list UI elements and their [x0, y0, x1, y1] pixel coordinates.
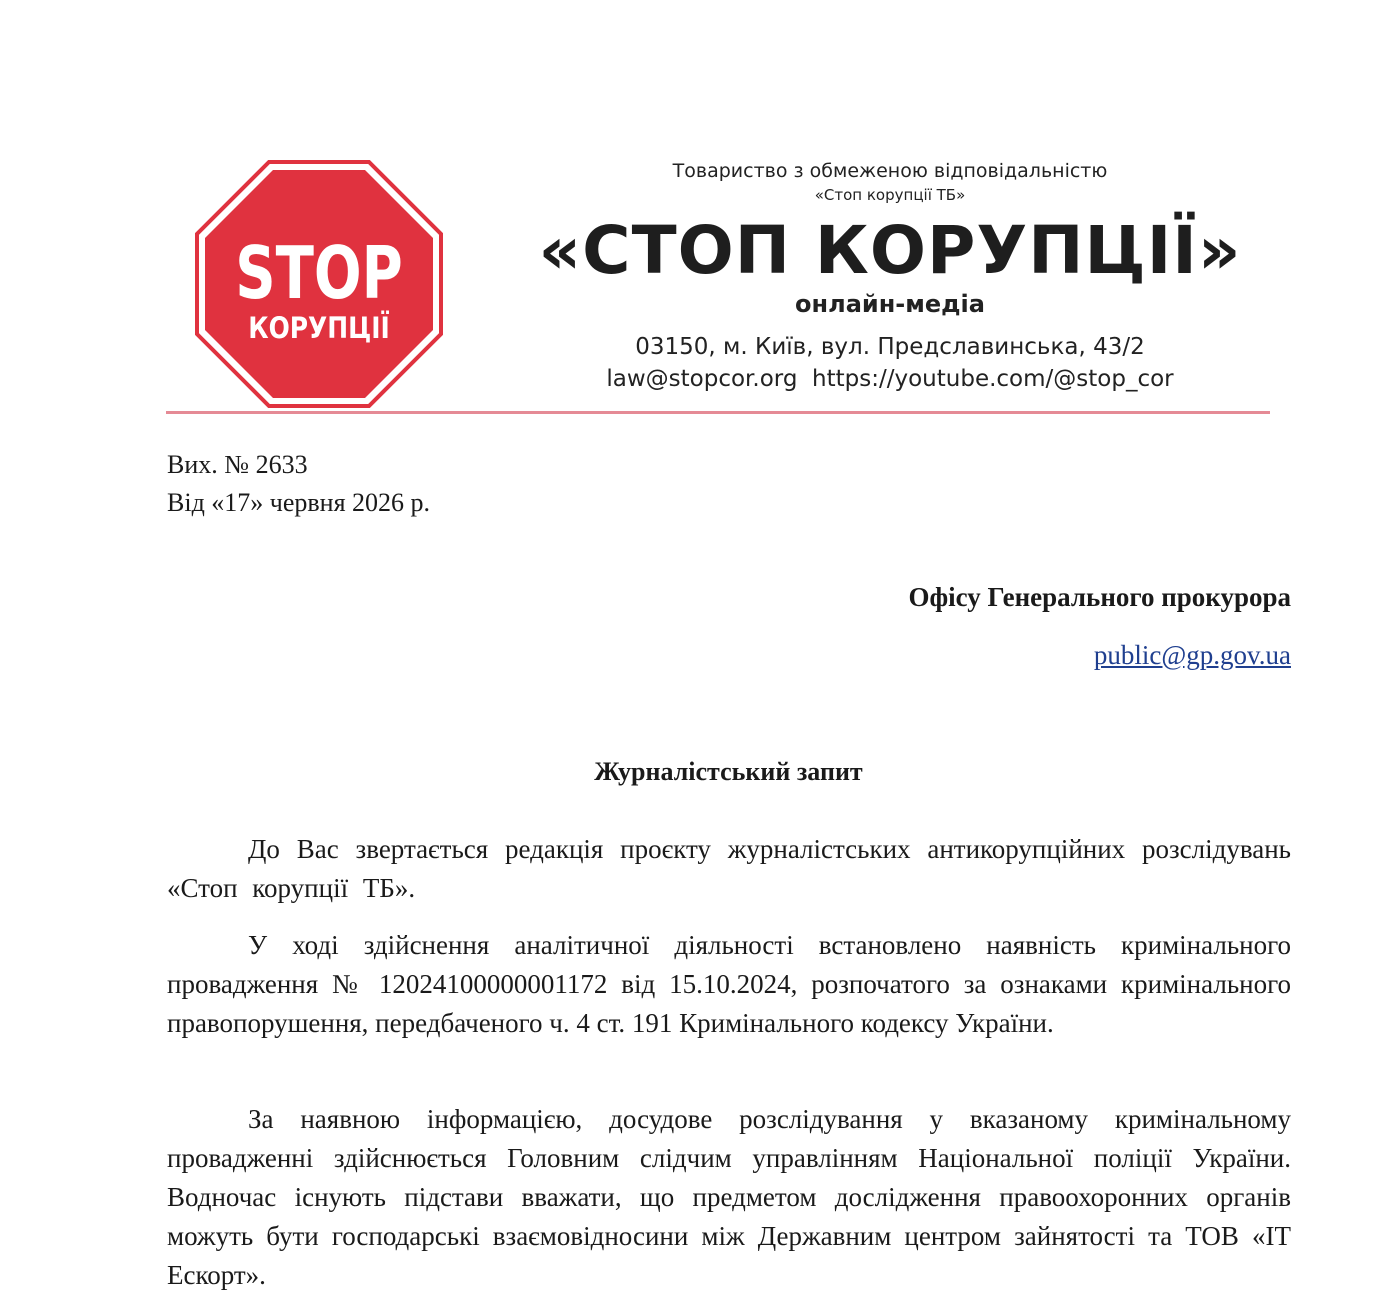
outgoing-date: Від «17» червня 2026 р.: [167, 488, 431, 517]
org-address: 03150, м. Київ, вул. Предславинська, 43/2: [635, 334, 1145, 360]
recipient-name: Офісу Генерального прокурора: [908, 582, 1291, 612]
org-full-name: Товариство з обмеженою відповідальністю: [672, 160, 1108, 182]
stop-corruption-logo: [193, 158, 445, 410]
header-divider: [166, 411, 1270, 414]
brand-title: «СТОП КОРУПЦІЇ»: [538, 212, 1242, 289]
letter-subject: Журналістський запит: [594, 757, 863, 786]
brand-subtitle: онлайн-медіа: [795, 290, 985, 318]
org-short-name: «Стоп корупції ТБ»: [814, 186, 966, 204]
org-contacts[interactable]: law@stopcor.org https://youtube.com/@stop_cor: [606, 366, 1174, 392]
outgoing-number: Вих. № 2633: [167, 450, 308, 479]
logo-stop-text: STOP: [235, 232, 403, 316]
logo-sub-text: КОРУПЦІЇ: [248, 312, 390, 346]
body-paragraph-3: За наявною інформацією, досудове розслідування у вказаному кримінальному провадженні здійснюється Головним слідчим управлінням Національної поліції України. Водночас існують підстави вважати, що предметом дослідження правоохоронних органів можуть бути господарські взаємовідносини між Державним центром зайнятості та ТОВ «ІТ Ескорт».: [167, 1104, 1291, 1290]
body-paragraph-2: У ході здійснення аналітичної діяльності встановлено наявність кримінального провадження № 12024100000001172 від 15.10.2024, розпочатого за ознаками кримінального правопорушення, передбаченого ч. 4 ст. 191 Кримінального кодексу України.: [167, 930, 1291, 1038]
body-paragraph-1: До Вас звертається редакція проєкту журналістських антикорупційних розслідувань «Стоп корупції ТБ».: [167, 834, 1291, 903]
recipient-email-link[interactable]: public@gp.gov.ua: [1093, 640, 1291, 670]
